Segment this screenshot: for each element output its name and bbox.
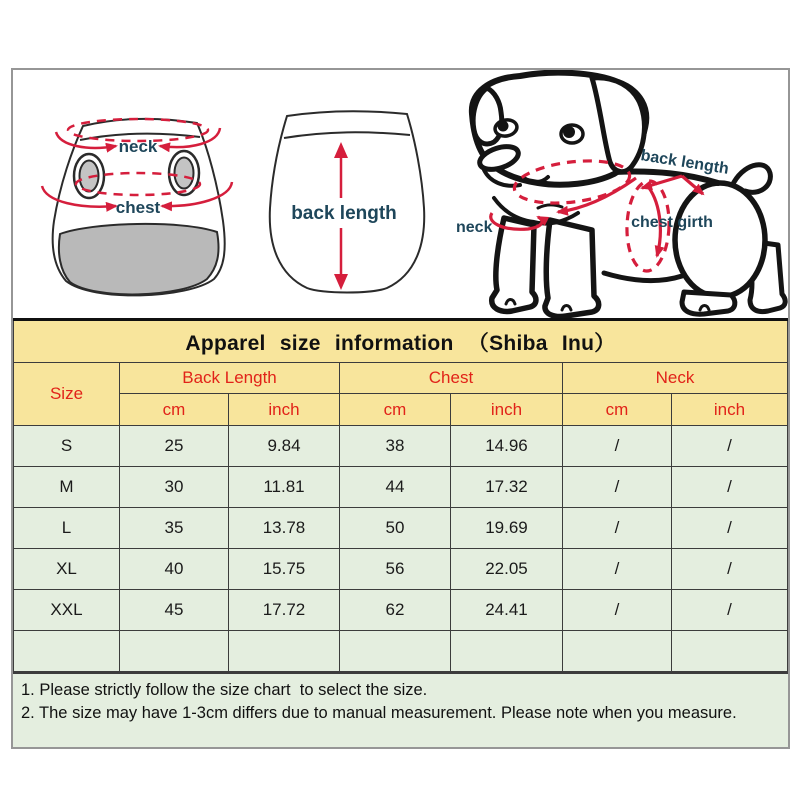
table-row [14, 508, 788, 549]
dog-belly-line [604, 273, 682, 281]
back-length-label: back length [291, 203, 397, 224]
table-group-header-row [14, 363, 788, 394]
table-row [14, 467, 788, 508]
empty-cell [563, 631, 672, 672]
chest-label: chest [115, 198, 161, 217]
notes-section [13, 672, 788, 747]
empty-cell [229, 631, 340, 672]
table-cell: / [563, 590, 672, 631]
dog-neck-label: neck [456, 219, 493, 236]
empty-cell [120, 631, 229, 672]
table-cell: 15.75 [229, 549, 340, 590]
measurement-diagrams [13, 70, 788, 318]
unit-header: inch [672, 394, 788, 426]
table-cell: 56 [340, 549, 451, 590]
table-cell: 11.81 [229, 467, 340, 508]
table-cell: 22.05 [451, 549, 563, 590]
garment-belly-panel [59, 224, 219, 295]
empty-cell [451, 631, 563, 672]
garment-front-diagram [30, 96, 245, 314]
size-cell: M [14, 467, 120, 508]
table-cell: 25 [120, 426, 229, 467]
table-cell: 19.69 [451, 508, 563, 549]
unit-header: inch [451, 394, 563, 426]
table-cell: 13.78 [229, 508, 340, 549]
garment-back-diagram [257, 100, 437, 303]
leg-hole-right-inner [175, 158, 194, 189]
table-cell: 45 [120, 590, 229, 631]
dog-fur-line [538, 205, 562, 208]
table-cell: 35 [120, 508, 229, 549]
table-cell: 62 [340, 590, 451, 631]
dog-chest-girth-label: chest girth [631, 214, 713, 231]
table-title: Apparel size information （Shiba Inu） [14, 320, 788, 363]
dog-right-pupil [563, 126, 575, 138]
garment-back-outline [270, 111, 424, 292]
table-empty-row [14, 631, 788, 672]
table-unit-header-row [14, 394, 788, 426]
table-cell: / [563, 508, 672, 549]
unit-header: cm [340, 394, 451, 426]
unit-header: inch [229, 394, 340, 426]
empty-cell [672, 631, 788, 672]
table-cell: / [672, 508, 788, 549]
table-cell: / [672, 426, 788, 467]
size-cell: L [14, 508, 120, 549]
dog-haunch [675, 183, 765, 297]
size-cell: S [14, 426, 120, 467]
table-cell: 50 [340, 508, 451, 549]
size-table [13, 318, 788, 672]
dog-back-length-label: back length [639, 147, 730, 178]
table-cell: / [563, 467, 672, 508]
table-title-row [14, 320, 788, 363]
table-cell: 38 [340, 426, 451, 467]
size-column-header: Size [14, 363, 120, 426]
content-panel [11, 68, 790, 749]
table-cell: 30 [120, 467, 229, 508]
unit-header: cm [563, 394, 672, 426]
table-row [14, 549, 788, 590]
dog-front-leg-left [492, 218, 536, 311]
table-cell: / [672, 549, 788, 590]
table-row [14, 426, 788, 467]
dog-diagram [442, 70, 794, 318]
back-length-header: Back Length [120, 363, 340, 394]
table-cell: 24.41 [451, 590, 563, 631]
size-cell: XXL [14, 590, 120, 631]
chest-header: Chest [340, 363, 563, 394]
table-cell: / [672, 467, 788, 508]
neck-header: Neck [563, 363, 788, 394]
table-cell: / [563, 426, 672, 467]
table-row [14, 590, 788, 631]
note-2: 2. The size may have 1-3cm differs due to manual measurement. Please note when you measure. [21, 704, 737, 722]
neck-label: neck [118, 137, 158, 156]
table-cell: / [672, 590, 788, 631]
unit-header: cm [120, 394, 229, 426]
empty-cell [14, 631, 120, 672]
table-cell: / [563, 549, 672, 590]
table-cell: 9.84 [229, 426, 340, 467]
dog-front-leg-right [545, 220, 599, 317]
empty-cell [340, 631, 451, 672]
dog-left-pupil [498, 121, 509, 132]
table-cell: 17.72 [229, 590, 340, 631]
table-cell: 17.32 [451, 467, 563, 508]
note-1: 1. Please strictly follow the size chart to select the size. [21, 681, 428, 699]
table-cell: 40 [120, 549, 229, 590]
size-cell: XL [14, 549, 120, 590]
table-cell: 14.96 [451, 426, 563, 467]
table-cell: 44 [340, 467, 451, 508]
